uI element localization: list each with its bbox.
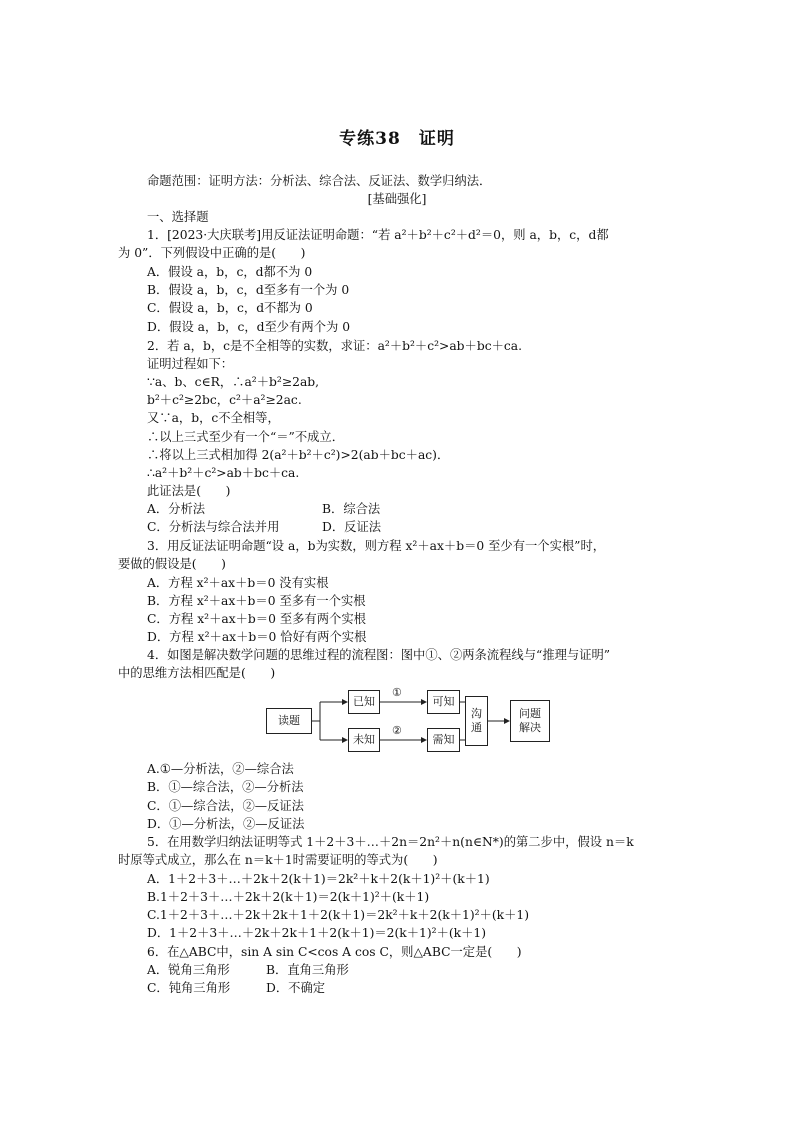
q3-option-b: B．方程 x²＋ax＋b＝0 至多有一个实根 — [147, 594, 366, 608]
q5-option-b: B.1＋2＋3＋…＋2k＋2(k＋1)＝2(k＋1)²＋(k＋1) — [147, 890, 430, 904]
q3-stem-line1: 3．用反证法证明命题“设 a，b为实数，则方程 x²＋ax＋b＝0 至少有一个实根”时， — [147, 539, 606, 553]
q3-option-c: C．方程 x²＋ax＋b＝0 至多有两个实根 — [147, 612, 366, 626]
q2-stem: 2．若 a，b，c是不全相等的实数，求证：a²＋b²＋c²>ab＋bc＋ca. — [147, 339, 523, 353]
flow-label-2: ② — [392, 724, 402, 737]
q4-option-d: D．①—分析法，②—反证法 — [147, 817, 305, 831]
q6-stem: 6．在△ABC中，sin A sin C<cos A cos C，则△ABC一定是( ) — [147, 945, 522, 959]
read-box: 读题 — [266, 708, 312, 734]
page-title: 专练38 证明 — [339, 129, 455, 149]
q2-option-c: C．分析法与综合法并用 — [147, 520, 280, 534]
q5-stem-line1: 5．在用数学归纳法证明等式 1＋2＋3＋…＋2n＝2n²＋n(n∈N*)的第二步中，假设 n＝k — [147, 835, 634, 849]
q2-option-a: A．分析法 — [147, 502, 206, 516]
communicate-box: 沟 通 — [465, 696, 488, 746]
q6-option-b: B．直角三角形 — [266, 963, 349, 977]
q5-option-c: C.1＋2＋3＋…＋2k＋2k＋1＋2(k＋1)＝2k²＋k＋2(k＋1)²＋(k＋1) — [147, 908, 530, 922]
q2-proof-line: b²＋c²≥2bc，c²＋a²≥2ac. — [147, 393, 302, 407]
q1-option-a: A．假设 a，b，c，d都不为 0 — [147, 265, 313, 279]
q2-option-d: D．反证法 — [322, 520, 382, 534]
section-tag: [基础强化] — [367, 192, 427, 206]
q5-option-d: D．1＋2＋3＋…＋2k＋2k＋1＋2(k＋1)＝2(k＋1)²＋(k＋1) — [147, 926, 487, 940]
can-know-box: 可知 — [427, 690, 460, 714]
known-box: 已知 — [348, 690, 380, 714]
q1-option-b: B．假设 a，b，c，d至多有一个为 0 — [147, 283, 350, 297]
q6-option-c: C．钝角三角形 — [147, 981, 231, 995]
q3-option-d: D．方程 x²＋ax＋b＝0 恰好有两个实根 — [147, 630, 367, 644]
flow-label-1: ① — [392, 686, 402, 699]
q2-proof-line: ∴将以上三式相加得 2(a²＋b²＋c²)>2(ab＋bc＋ac)． — [147, 448, 450, 462]
q2-proof-line: ∴a²＋b²＋c²>ab＋bc＋ca. — [147, 466, 300, 480]
flowchart — [264, 686, 554, 756]
q1-stem-line1: 1．[2023·大庆联考]用反证法证明命题：“若 a²＋b²＋c²＋d²＝0，则 a，b，c，d都 — [147, 228, 609, 242]
part-heading: 一、选择题 — [147, 210, 209, 224]
q2-proof-line: 证明过程如下： — [147, 357, 234, 371]
q4-stem-line2: 中的思维方法相匹配是( ) — [118, 666, 276, 680]
scope-line: 命题范围：证明方法：分析法、综合法、反证法、数学归纳法． — [147, 174, 492, 188]
q4-option-b: B．①—综合法，②—分析法 — [147, 780, 304, 794]
q6-option-a: A．锐角三角形 — [147, 963, 230, 977]
q5-stem-line2: 时原等式成立，那么在 n＝k＋1时需要证明的等式为( ) — [118, 853, 438, 867]
q5-option-a: A．1＋2＋3＋…＋2k＋2(k＋1)＝2k²＋k＋2(k＋1)²＋(k＋1) — [147, 872, 490, 886]
q3-stem-line2: 要做的假设是( ) — [118, 557, 226, 571]
need-know-box: 需知 — [427, 728, 460, 752]
q1-option-d: D．假设 a，b，c，d至少有两个为 0 — [147, 320, 351, 334]
q4-option-c: C．①—综合法，②—反证法 — [147, 799, 304, 813]
q2-proof-line: ∵a、b、c∈R，∴a²＋b²≥2ab, — [147, 375, 320, 389]
q2-proof-line: ∴以上三式至少有一个“＝”不成立． — [147, 430, 345, 444]
q3-option-a: A．方程 x²＋ax＋b＝0 没有实根 — [147, 576, 329, 590]
unknown-box: 未知 — [348, 728, 380, 752]
q4-stem-line1: 4．如图是解决数学问题的思维过程的流程图：图中①、②两条流程线与“推理与证明” — [147, 648, 611, 662]
q2-question: 此证法是( ) — [147, 484, 231, 498]
solve-box: 问题 解决 — [510, 700, 550, 742]
q2-option-b: B．综合法 — [322, 502, 381, 516]
q1-option-c: C．假设 a，b，c，d不都为 0 — [147, 301, 313, 315]
q2-proof-line: 又∵a，b，c不全相等， — [147, 411, 280, 425]
q4-option-a: A.①—分析法，②—综合法 — [147, 762, 294, 776]
q6-option-d: D．不确定 — [266, 981, 326, 995]
q1-stem-line2: 为 0”．下列假设中正确的是( ) — [118, 246, 306, 260]
